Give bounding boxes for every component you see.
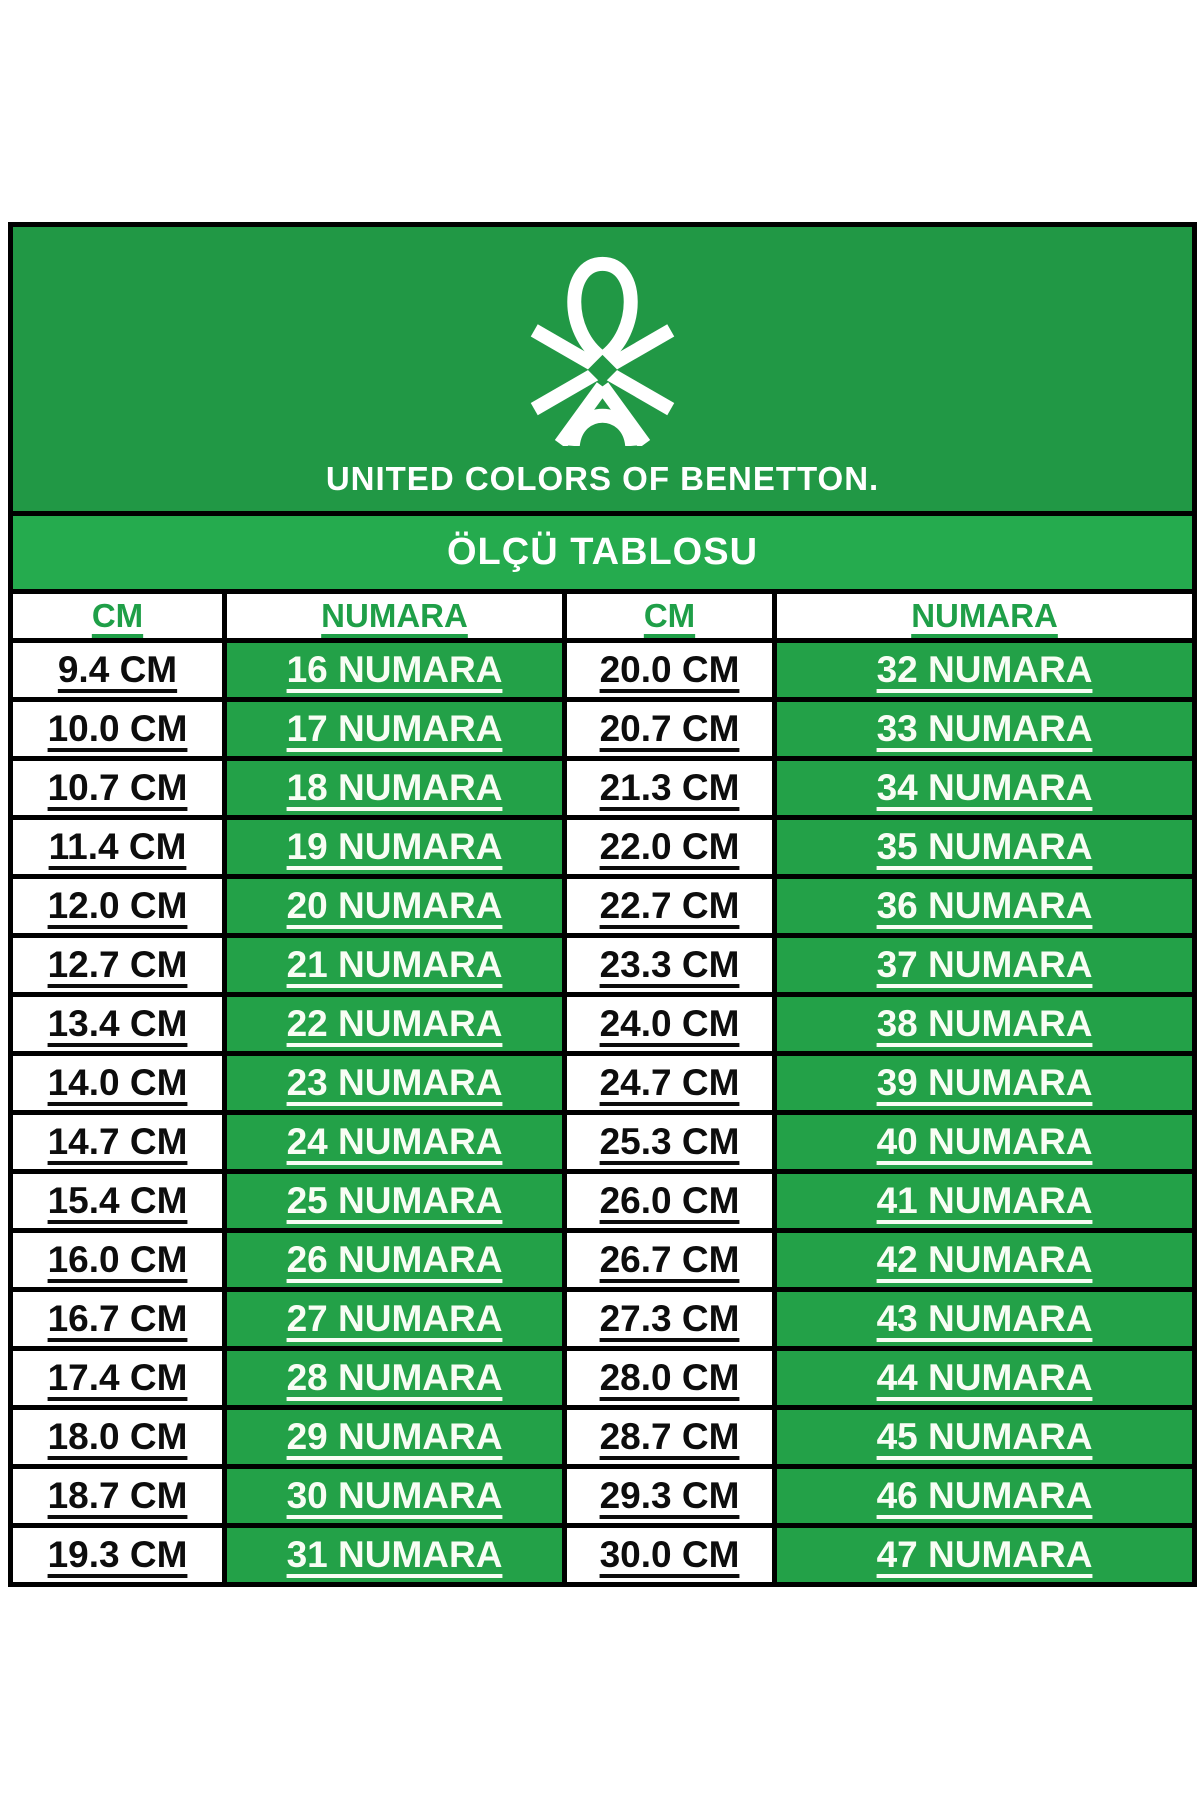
table-row [11, 1349, 1195, 1408]
header-numara-left: NUMARA [225, 592, 565, 641]
cm-value-cell: 16.0 CM [11, 1231, 225, 1290]
cm-value-cell: 12.0 CM [11, 877, 225, 936]
cm-value-cell: 11.4 CM [11, 818, 225, 877]
cm-value-cell: 19.3 CM [11, 1526, 225, 1585]
cm-value-cell: 27.3 CM [565, 1290, 775, 1349]
numara-value-cell: 31 NUMARA [225, 1526, 565, 1585]
numara-value-cell: 25 NUMARA [225, 1172, 565, 1231]
numara-value-cell: 24 NUMARA [225, 1113, 565, 1172]
title-bar-row [11, 514, 1195, 592]
table-row [11, 1526, 1195, 1585]
cm-value-cell: 16.7 CM [11, 1290, 225, 1349]
header-cm-left: CM [11, 592, 225, 641]
brand-wordmark: UNITED COLORS OF BENETTON. [325, 459, 880, 497]
numara-value-cell: 41 NUMARA [775, 1172, 1195, 1231]
numara-value-cell: 20 NUMARA [225, 877, 565, 936]
numara-value-cell: 23 NUMARA [225, 1054, 565, 1113]
numara-value-cell: 19 NUMARA [225, 818, 565, 877]
cm-value-cell: 28.0 CM [565, 1349, 775, 1408]
cm-value-cell: 17.4 CM [11, 1349, 225, 1408]
cm-value-cell: 24.0 CM [565, 995, 775, 1054]
cm-value-cell: 26.0 CM [565, 1172, 775, 1231]
numara-value-cell: 29 NUMARA [225, 1408, 565, 1467]
size-table [8, 222, 1197, 1587]
table-row [11, 1172, 1195, 1231]
table-row [11, 1290, 1195, 1349]
numara-value-cell: 42 NUMARA [775, 1231, 1195, 1290]
cm-value-cell: 12.7 CM [11, 936, 225, 995]
numara-value-cell: 34 NUMARA [775, 759, 1195, 818]
cm-value-cell: 15.4 CM [11, 1172, 225, 1231]
cm-value-cell: 24.7 CM [565, 1054, 775, 1113]
cm-value-cell: 18.0 CM [11, 1408, 225, 1467]
numara-value-cell: 40 NUMARA [775, 1113, 1195, 1172]
cm-value-cell: 13.4 CM [11, 995, 225, 1054]
cm-value-cell: 23.3 CM [565, 936, 775, 995]
cm-value-cell: 22.0 CM [565, 818, 775, 877]
numara-value-cell: 28 NUMARA [225, 1349, 565, 1408]
numara-value-cell: 17 NUMARA [225, 700, 565, 759]
cm-value-cell: 10.0 CM [11, 700, 225, 759]
numara-value-cell: 16 NUMARA [225, 641, 565, 700]
table-row [11, 1113, 1195, 1172]
cm-value-cell: 10.7 CM [11, 759, 225, 818]
cm-value-cell: 9.4 CM [11, 641, 225, 700]
brand-banner-row [11, 225, 1195, 514]
table-row [11, 995, 1195, 1054]
numara-value-cell: 27 NUMARA [225, 1290, 565, 1349]
cm-value-cell: 29.3 CM [565, 1467, 775, 1526]
numara-value-cell: 22 NUMARA [225, 995, 565, 1054]
numara-value-cell: 44 NUMARA [775, 1349, 1195, 1408]
table-row [11, 877, 1195, 936]
numara-value-cell: 37 NUMARA [775, 936, 1195, 995]
header-numara-right: NUMARA [775, 592, 1195, 641]
size-chart [8, 222, 1192, 1587]
table-row [11, 1054, 1195, 1113]
cm-value-cell: 18.7 CM [11, 1467, 225, 1526]
brand-banner [11, 225, 1195, 514]
cm-value-cell: 14.7 CM [11, 1113, 225, 1172]
table-row [11, 936, 1195, 995]
table-row [11, 700, 1195, 759]
cm-value-cell: 28.7 CM [565, 1408, 775, 1467]
numara-value-cell: 38 NUMARA [775, 995, 1195, 1054]
numara-value-cell: 46 NUMARA [775, 1467, 1195, 1526]
numara-value-cell: 33 NUMARA [775, 700, 1195, 759]
cm-value-cell: 25.3 CM [565, 1113, 775, 1172]
numara-value-cell: 47 NUMARA [775, 1526, 1195, 1585]
table-row [11, 759, 1195, 818]
cm-value-cell: 26.7 CM [565, 1231, 775, 1290]
numara-value-cell: 43 NUMARA [775, 1290, 1195, 1349]
table-row [11, 641, 1195, 700]
title-bar: ÖLÇÜ TABLOSU [11, 514, 1195, 592]
cm-value-cell: 30.0 CM [565, 1526, 775, 1585]
cm-value-cell: 20.0 CM [565, 641, 775, 700]
table-row [11, 1467, 1195, 1526]
table-row [11, 818, 1195, 877]
table-row [11, 1231, 1195, 1290]
numara-value-cell: 30 NUMARA [225, 1467, 565, 1526]
benetton-knot-icon [515, 241, 690, 460]
numara-value-cell: 26 NUMARA [225, 1231, 565, 1290]
numara-value-cell: 39 NUMARA [775, 1054, 1195, 1113]
numara-value-cell: 36 NUMARA [775, 877, 1195, 936]
numara-value-cell: 21 NUMARA [225, 936, 565, 995]
table-row [11, 1408, 1195, 1467]
numara-value-cell: 35 NUMARA [775, 818, 1195, 877]
numara-value-cell: 45 NUMARA [775, 1408, 1195, 1467]
header-row [11, 592, 1195, 641]
numara-value-cell: 32 NUMARA [775, 641, 1195, 700]
cm-value-cell: 20.7 CM [565, 700, 775, 759]
cm-value-cell: 22.7 CM [565, 877, 775, 936]
size-table-body [11, 641, 1195, 1585]
cm-value-cell: 14.0 CM [11, 1054, 225, 1113]
header-cm-right: CM [565, 592, 775, 641]
cm-value-cell: 21.3 CM [565, 759, 775, 818]
numara-value-cell: 18 NUMARA [225, 759, 565, 818]
